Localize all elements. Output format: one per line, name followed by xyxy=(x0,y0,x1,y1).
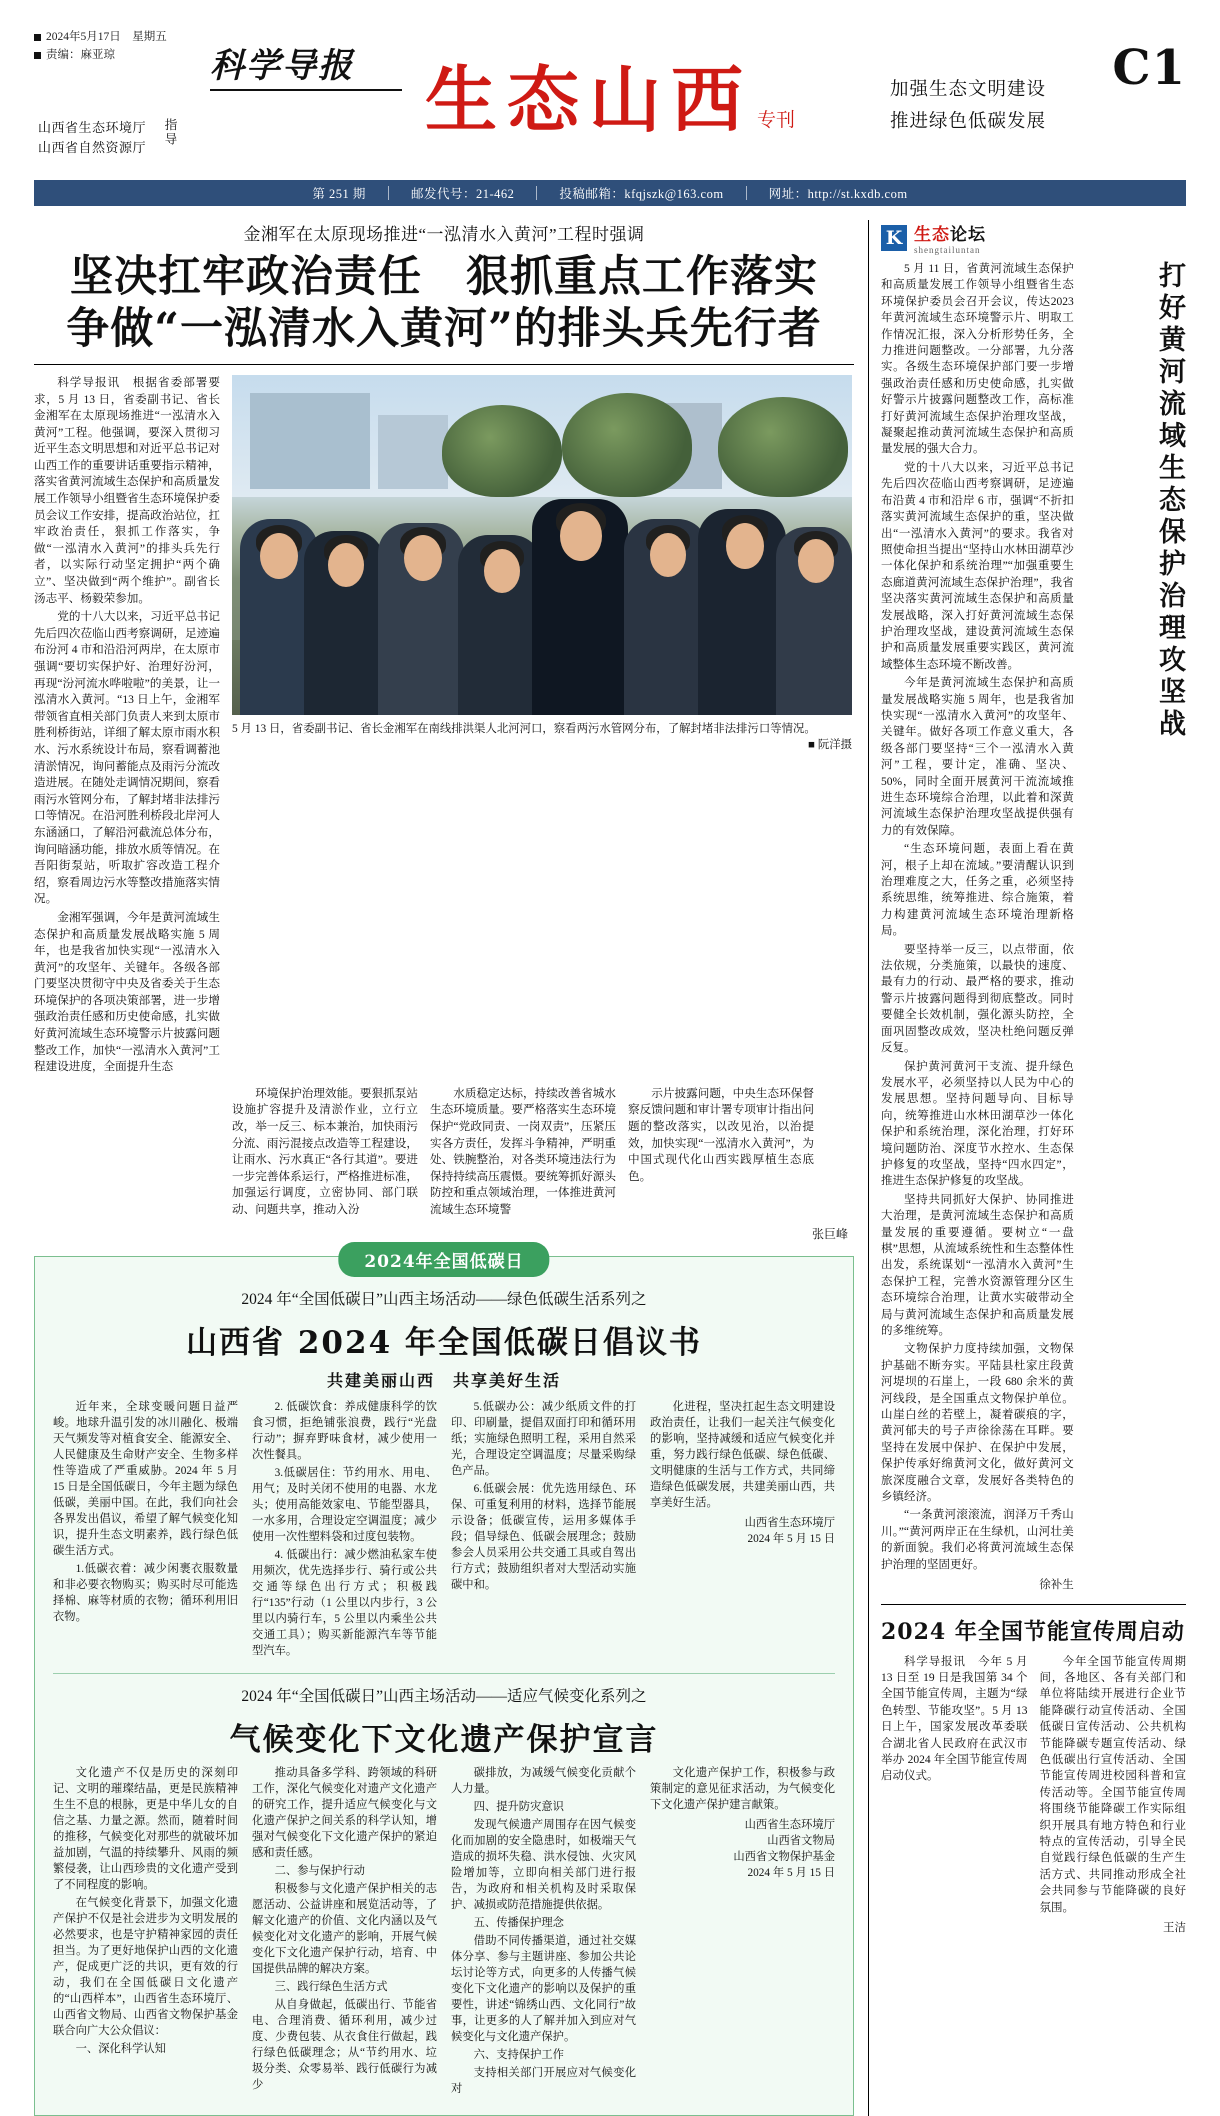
headline-line-2: 争做“一泓清水入黄河”的排头兵先行者 xyxy=(66,304,822,355)
issue-number: 第 251 期 xyxy=(312,187,366,201)
photo-tree xyxy=(562,393,692,497)
declaration-col-4 xyxy=(650,1765,835,2099)
guide-org-2: 山西省自然资源厅 xyxy=(38,140,147,155)
forum-paragraph: 5 月 11 日，省黄河流域生态保护和高质量发展工作领导小组暨省生态环境保护委员会召开会议，传达2023 年黄河流域生态环境警示片、明取工作情况汇报，深入分析形势任务，全力推进问题整改。一分部署，九分落实。各级生态环境保护部门要一步增强政治责任感和历史使命感，扎实做好警示片披露问题整改工作，高标准打好黄河流域生态保护治理攻坚战，凝聚起推动黄河流域生态保护和高质量发展的强大合力。 xyxy=(881,263,1074,456)
lead-lower-col-1 xyxy=(232,1086,418,1221)
forum-paragraph: “一条黄河滚滚流，润泽万千秀山川。”“黄河两岸正在生绿机，山河壮美的新面貌。我们必将黄河流域生态保护治理的坚固更好。 xyxy=(881,1509,1074,1571)
lead-lower-col-3 xyxy=(628,1086,814,1221)
initiative-paragraph: 近年来，全球变暖问题日益严峻。地球升温引发的冰川融化、极端天气频发等对植食安全、能源安全、人民健康及生命财产安全、生物多样性等造成了严重威胁。2024 年 5 月 15 日是全国低碳日，今年主题为绿色低碳，美丽中国。在此，我们向社会各界发出倡议，希望了解气候变化知识，提升生态文明素养，践行绿色低碳生活方式。 xyxy=(53,1400,238,1557)
energy-week-body xyxy=(881,1654,1186,1937)
energy-col-1 xyxy=(881,1654,1028,1937)
date-line: 2024年5月17日 星期五 xyxy=(46,31,167,43)
initiative-paragraph: 4. 低碳出行：减少燃油私家车使用频次，优先选择步行、骑行或公共交通等绿色出行方式；积极践行“135”行动（1 公里以内步行，3 公里以内骑行车，5 公里以内乘坐公共交通工具）；购买新能源汽车等节能型汽车。 xyxy=(252,1548,437,1657)
bullet-icon xyxy=(34,52,41,59)
photo-person-head xyxy=(726,523,764,569)
declaration-paragraph: 文化遗产保护工作，积极参与政策制定的意见征求活动，为气候变化下文化遗产保护建言献策。 xyxy=(650,1766,835,1811)
energy-paragraph: 科学导报讯 今年 5 月 13 日至 19 日是我国第 34 个全国节能宣传周，主题为“绿色转型、节能攻坚”。5 月 13 日上午，国家发展改革委联合湖北省人民政府在武汉市举办 2024 年全国节能宣传周启动仪式。 xyxy=(881,1655,1028,1783)
lead-paragraph: 金湘军强调，今年是黄河流域生态保护和高质量发展战略实施 5 周年，也是我省加快实现“一泓清水入黄河”的攻坚年、关键年。各级各部门要坚决贯彻守中央及省委关于生态环境保护的各项决策部署，进一步增强政治责任感和历史使命感，扎实做好黄河流域生态环境警示片披露问题整改工作，加快“一泓清水入黄河”工程建设进度，全面提升生态 xyxy=(34,910,220,1074)
signature-org: 山西省生态环境厅 xyxy=(744,1818,835,1831)
declaration-paragraph: 五、传播保护理念 xyxy=(473,1916,564,1929)
forum-logo-icon: K xyxy=(881,225,907,251)
left-column xyxy=(34,220,854,2116)
photo-person-head xyxy=(328,543,364,587)
declaration-col-3 xyxy=(451,1765,636,2099)
energy-paragraph: 今年全国节能宣传周期间，各地区、各有关部门和单位将陆续开展进行企业节能降碳行动宣传活动、全国低碳日宣传活动、公共机构节能降碳专题宣传活动、绿色低碳出行宣传活动、全国节能宣传周进校园科普和宣传活动等。全国节能宣传周将围绕节能降碳工作实际组织开展具有地方特色和行业特点的宣传活动，引导全民自觉践行绿色低碳的生产生活方式、共同推动形成全社会共同参与节能降碳的良好氛围。 xyxy=(1039,1655,1186,1914)
photo-person-head xyxy=(404,535,442,581)
lead-lower-columns xyxy=(34,1086,854,1221)
declaration-col-1 xyxy=(53,1765,238,2099)
declaration-paragraph: 推动具备多学科、跨领域的科研工作，深化气候变化对遗产文化遗产的研究工作，提升适应气候变化与文化遗产保护之间关系的科学认知，增强对气候变化下文化遗产保护的紧迫感和责任感。 xyxy=(252,1766,437,1859)
forum-pinyin: shengtailuntan xyxy=(914,245,981,255)
initiative-paragraph: 化进程，坚决扛起生态文明建设政治责任，让我们一起关注气候变化的影响，坚持减缓和适应气候变化并重，努力践行绿色低碳、绿色低碳、文明健康的生活与工作方式，共同缔造绿色低碳发展，共建美丽山西，共享美好生活。 xyxy=(650,1400,835,1509)
declaration-paragraph: 二、参与保护行动 xyxy=(274,1864,365,1877)
title-sub: 专刊 xyxy=(757,110,796,131)
initiative-signature xyxy=(650,1515,835,1547)
forum-paragraph: “生态环境问题，表面上看在黄河，根子上却在流域。”要清醒认识到治理难度之大，任务之重，必须坚持系统思维，统筹推进、综合施策，着力构建黄河流域生态环境治理新格局。 xyxy=(881,843,1074,938)
post-code: 邮发代号：21-462 xyxy=(410,187,515,201)
photo-credit: ■ 阮洋摄 xyxy=(808,738,852,751)
photo-building xyxy=(378,415,448,489)
forum-signature: 徐补生 xyxy=(1039,1579,1074,1592)
initiative-paragraph: 2. 低碳饮食：养成健康科学的饮食习惯，拒绝铺张浪费，践行“光盘行动”；摒弃野味食材，减少使用一次性餐具。 xyxy=(252,1400,437,1461)
initiative-col-2 xyxy=(252,1399,437,1661)
initiative-paragraph: 3.低碳居住：节约用水、用电、用气；及时关闭不使用的电器、水龙头；使用高能效家电、节能型器具，一水多用，合理设定空调温度；减少使用一次性塑料袋和过度包装物。 xyxy=(252,1466,437,1543)
low-carbon-title-2: 气候变化下文化遗产保护宣言 xyxy=(229,1721,659,1758)
lead-paragraph: 环境保护治理效能。要狠抓泵站设施扩容提升及清淤作业，立行立改，举一反三、标本兼治，加快雨污分流、雨污混接点改造等工程建设，让雨水、污水真正“各行其道”。要进一步完善体系运行，严格推进标准，加强运行调度，立密协同、部门联动、问题共享，推动入汾 xyxy=(232,1086,418,1216)
energy-col-2 xyxy=(1040,1654,1187,1937)
submission-mail: 投稿邮箱：kfqjszk@163.com xyxy=(559,187,724,201)
declaration-paragraph: 三、践行绿色生活方式 xyxy=(274,1980,388,1993)
declaration-paragraph: 从自身做起，低碳出行、节能省电、合理消费、循环利用，减少过度、少费包装、从衣食住行做起，践行绿色低碳理念；从“节约用水、垃圾分类、众零易举、践行低碳行为减少 xyxy=(252,1998,437,2091)
declaration-col-2 xyxy=(252,1765,437,2099)
signature-org: 山西省文物保护基金 xyxy=(733,1850,835,1863)
forum-title-red: 生态 xyxy=(914,225,950,244)
photo-tree xyxy=(718,397,848,497)
signature-date: 2024 年 5 月 15 日 xyxy=(747,1866,835,1879)
lead-article-area xyxy=(34,375,854,1078)
info-bar xyxy=(34,180,1186,206)
headline-line-1: 坚决扛牢政治责任 狠抓重点工作落实 xyxy=(70,252,818,302)
signature-org: 山西省生态环境厅 xyxy=(744,1516,835,1529)
lead-kicker: 金湘军在太原现场推进“一泓清水入黄河”工程时强调 xyxy=(243,225,645,244)
lead-byline: 张巨峰 xyxy=(811,1226,848,1241)
forum-paragraph: 坚持共同抓好大保护、协同推进大治理，是黄河流域生态保护和高质量发展的重要遵循。要树立“一盘棋”思想，从流域系统性和生态整体性出发，系统谋划“一泓清水入黄河”生态保护工程，完善水资源管理分区生态环境综合治理，让黄水实破带动全局与黄河流域生态保护和高质量发展的多维统筹。 xyxy=(881,1193,1074,1337)
declaration-paragraph: 支持相关部门开展应对气候变化对 xyxy=(451,2066,636,2095)
headline-rule xyxy=(34,364,854,365)
masthead xyxy=(34,22,1186,174)
masthead-slogan xyxy=(890,74,1046,138)
forum-text xyxy=(881,261,1074,1594)
page-body xyxy=(34,220,1186,2116)
declaration-paragraph: 碳排放，为减缓气候变化贡献个人力量。 xyxy=(451,1766,636,1795)
lead-paragraph: 水质稳定达标，持续改善省城水生态环境质量。要严格落实生态环境保护“党政同责、一岗双责”，压紧压实各方责任，发挥斗争精神，严明重处、铁腕整治，对各类环境违法行为保持持续高压震慑。要统筹抓好源头防控和重点领域治理，一体推进黄河流域生态环境警 xyxy=(430,1086,616,1216)
forum-title xyxy=(914,220,986,245)
forum-paragraph: 文物保护力度持续加强，文物保护基础不断夯实。平陆县杜家庄段黄河堤坝的石崖上，一段 680 余米的黄河线段，是全国重点文物保护单位。山崖白丝的若壁上，凝着碳痕的字，黄河郁夫的号子声徐徐荡在耳畔。要坚持在发展中保护、在保护中发展，保护传承好绵黄河文化，做好黄河文旅深度融合文章，发展好各类特色的乡镇经济。 xyxy=(881,1343,1074,1504)
guide-org-1: 山西省生态环境厅 xyxy=(38,120,147,135)
declaration-paragraph: 四、提升防灾意识 xyxy=(473,1800,564,1813)
paper-name: 科学导报 xyxy=(210,46,354,86)
forum-body xyxy=(881,261,1186,1594)
title-text: 生态山西 xyxy=(424,57,753,142)
forum-paragraph: 保护黄河黄河干支流、提升绿色发展水平，必须坚持以人民为中心的发展思想。坚持问题导向、目标导向，统筹推进山水林田湖草沙一体化保护和系统治理，深化治理，打好环境问题防治、深度节水控水、生态保护修复的攻坚战，坚持“四水四定”，推进生态保护修复的攻坚战。 xyxy=(881,1060,1074,1188)
forum-title-black: 论坛 xyxy=(950,225,986,244)
declaration-paragraph: 发现气候遗产周围存在因气候变化而加剧的安全隐患时，如极端天气造成的损坏失稳、洪水侵蚀、火灾风险增加等，立即向相关部门进行报告，为政府和相关机构及时采取保护、减损或防范措施提供依据。 xyxy=(451,1818,636,1911)
declaration-columns xyxy=(53,1765,835,2099)
guide-word: 指导 xyxy=(163,118,178,147)
photo-person-head xyxy=(560,511,602,561)
initiative-columns xyxy=(53,1399,835,1661)
editor-line: 责编：麻亚琼 xyxy=(46,49,115,61)
forum-header xyxy=(881,220,1186,255)
lead-paragraph: 党的十八大以来，习近平总书记先后四次莅临山西考察调研，足迹遍布汾河 4 市和沿沿河两岸，在太原市强调“要切实保护好、治理好汾河，再现“汾河流水哗啦啦”的美景，让一泓清水入黄河。“13 日上午，金湘军带领省直相关部门负责人来到太原市胜利桥街站，详细了解太原市雨水积水、污水系统设计布局，察看调蓄池清淤情况，询问蓄能点及雨污分流改造进展。在随处走调情况期间，察看雨污水管网分布，了解封堵非法排污口等情况。在沿河胜利桥段北岸河人东涵涵口，了解沿河截流总体分布，询问暗涵功能，排放水质等情况。在吾阳街泵站，听取扩容改造工程介绍，察看周边污水等整改措施落实情况。 xyxy=(34,610,220,906)
declaration-paragraph: 一、深化科学认知 xyxy=(75,2042,166,2055)
initiative-col-1 xyxy=(53,1399,238,1661)
right-divider xyxy=(881,1604,1186,1605)
signature-org: 山西省文物局 xyxy=(767,1834,835,1847)
slogan-line-2: 推进绿色低碳发展 xyxy=(889,112,1046,132)
forum-paragraph: 要坚持举一反三，以点带面，依法依规，分类施策，以最快的速度、最有力的行动、最严格的要求，推动警示片披露问题得到彻底整改。同时要健全长效机制，强化源头防控，全面巩固整改成效，坚决杜绝问题反弹反复。 xyxy=(881,943,1074,1055)
low-carbon-slogan: 共建美丽山西 共享美好生活 xyxy=(326,1372,561,1390)
initiative-col-3 xyxy=(451,1399,636,1661)
photo-building xyxy=(250,393,370,489)
page-number: C1 xyxy=(1112,40,1186,96)
declaration-paragraph: 在气候变化背景下，加强文化遗产保护不仅是社会进步为文明发展的必然要求，也是守护精神家园的责任担当。为了更好地保护山西的文化遗产，促成更广泛的共识，更有效的行动，我们在全国低碳日文化遗产的“山西样本”，山西省生态环境厅、山西省文物局、山西省文物保护基金联合向广大公众倡议： xyxy=(53,1896,238,2037)
declaration-paragraph: 六、支持保护工作 xyxy=(473,2048,564,2061)
photo-caption-text: 5 月 13 日，省委副书记、省长金湘军在南线排洪渠人北河河口，察看两污水管网分布，了解封堵非法排污口等情况。 xyxy=(232,722,816,735)
lead-paragraph: 示片披露问题，中央生态环保督察反馈问题和审计署专项审计指出问题的整改落实，以改见治，以治提效，加快实现“一泓清水入黄河”，为中国式现代化山西实践厚植生态底色。 xyxy=(628,1086,814,1183)
initiative-paragraph: 5.低碳办公：减少纸质文件的打印、印刷量，提倡双面打印和循环用纸；实施绿色照明工程，采用自然采光，合理设定空调温度；尽量采购绿色产品。 xyxy=(451,1400,636,1477)
initiative-col-4 xyxy=(650,1399,835,1661)
low-carbon-title-1: 山西省 2024 年全国低碳日倡议书 xyxy=(186,1324,702,1361)
energy-signature: 王洁 xyxy=(1163,1922,1186,1934)
lead-photo-block xyxy=(232,375,852,1078)
lead-lower-col-2 xyxy=(430,1086,616,1221)
declaration-paragraph: 积极参与文化遗产保护相关的志愿活动、公益讲座和展览活动等，了解文化遗产的价值、文化内涵以及气候变化对文化遗产的影响，开展气候变化下文化遗产保护行动，培育、中国提供品牌的解决方案。 xyxy=(252,1882,437,1975)
website-url[interactable]: 网址：http://st.kxdb.com xyxy=(768,187,908,201)
declaration-paragraph: 文化遗产不仅是历史的深刻印记、文明的璀璨结晶，更是民族精神生生不息的根脉，更是中华儿女的自信之基、力量之源。然而，随着时间的推移，气候变化对那些的就破坏加益加剧，气温的持续攀升、风雨的频繁侵袭，让山西珍贵的文化遗产受到了不同程度的影响。 xyxy=(53,1766,238,1891)
declaration-signature xyxy=(650,1817,835,1881)
bullet-icon xyxy=(34,34,41,41)
initiative-paragraph: 6.低碳会展：优先选用绿色、环保、可重复利用的材料，选择节能展示设备；低碳宣传，运用多媒体手段；倡导绿色、低碳会展理念；鼓励参会人员采用公共交通工具或自驾出行方式；鼓励组织者对大型活动实施碳中和。 xyxy=(451,1482,636,1591)
photo-tree xyxy=(442,405,562,497)
photo-person-head xyxy=(260,533,298,579)
energy-week-title: 2024 年全国节能宣传周启动 xyxy=(881,1618,1185,1645)
low-carbon-subtitle-2: 2024 年“全国低碳日”山西主场活动——适应气候变化系列之 xyxy=(241,1687,647,1705)
low-carbon-subtitle-1: 2024 年“全国低碳日”山西主场活动——绿色低碳生活系列之 xyxy=(241,1290,647,1308)
forum-paragraph: 今年是黄河流域生态保护和高质量发展战略实施 5 周年，也是我省加快实现“一泓清水入黄河”的攻坚年、关键年。做好各项工作意义重大，各级各部门要坚持“三个一泓清水入黄河”工程，要计定，准确、坚决、50%，同时全面开展黄河干流流域推进生态环境综合治理，以此着和深黄河流域生态保护治理攻坚战提供强有力的有效保障。 xyxy=(881,677,1074,837)
initiative-paragraph: 1.低碳衣着：减少闲裹衣服数量和非必要衣物购买；购买时尽可能选择棉、麻等材质的衣物；循环利用旧衣物。 xyxy=(53,1562,238,1623)
lead-text-column xyxy=(34,375,220,1078)
lead-headline xyxy=(34,251,854,356)
forum-paragraph: 党的十八大以来，习近平总书记先后四次莅临山西考察调研，足迹遍布沿黄 4 市和沿岸 6 市，强调“不折扣落实黄河流域生态保护的重，坚决做出“一泓清水入黄河”的要求。我省对照使命担当提出“坚持山水林田湖草沙一体化保护和系统治理”“加强重要生态廊道黄河流域生态保护治理”，我省坚决落实黄河流域生态保护和高质量发展战略，深入打好黄河流域生态保护治理攻坚战，建设黄河流域生态保护和高质量发展重要实践区，黄河流域整体生态环境不断改善。 xyxy=(881,461,1074,671)
forum-vertical-title: 打好黄河流域生态保护治理攻坚战 xyxy=(1154,261,1185,741)
masthead-meta xyxy=(34,28,167,64)
low-carbon-badge: 2024年全国低碳日 xyxy=(338,1242,549,1277)
news-photo xyxy=(232,375,852,715)
photo-caption xyxy=(232,721,852,753)
lead-paragraph: 科学导报讯 根据省委部署要求，5 月 13 日，省委副书记、省长金湘军在太原现场推进“一泓清水入黄河”工程。他强调，要深入贯彻习近平生态文明思想和对近平总书记对山西工作的重要讲话重要指示精神，落实省黄河流域生态保护和高质量发展工作领导小组暨省生态环境保护委员会议工作安排，提高政治站位，扛牢政治责任，狠抓工作落实，争做“一泓清水入黄河”的排头兵先行者，以实际行动坚定拥护“两个确立”、坚决做到“两个维护”。副省长汤志平、杨毅荣参加。 xyxy=(34,375,220,605)
slogan-line-1: 加强生态文明建设 xyxy=(889,80,1046,100)
photo-person-head xyxy=(650,533,686,577)
signature-date: 2024 年 5 月 15 日 xyxy=(747,1532,835,1545)
photo-person-head xyxy=(798,539,834,583)
right-column xyxy=(868,220,1186,2116)
low-carbon-box xyxy=(34,1251,854,2116)
declaration-paragraph: 借助不同传播渠道，通过社交媒体分享、参与主题讲座、参加公共论坛讨论等方式，向更多的人传播气候变化下文化遗产的影响以及保护的重要性，讲述“锦绣山西、文化同行”故事，让更多的人了解并加入到应对气候变化与文化遗产保护。 xyxy=(451,1934,636,2043)
photo-person-head xyxy=(484,549,520,593)
low-carbon-divider xyxy=(53,1673,835,1674)
